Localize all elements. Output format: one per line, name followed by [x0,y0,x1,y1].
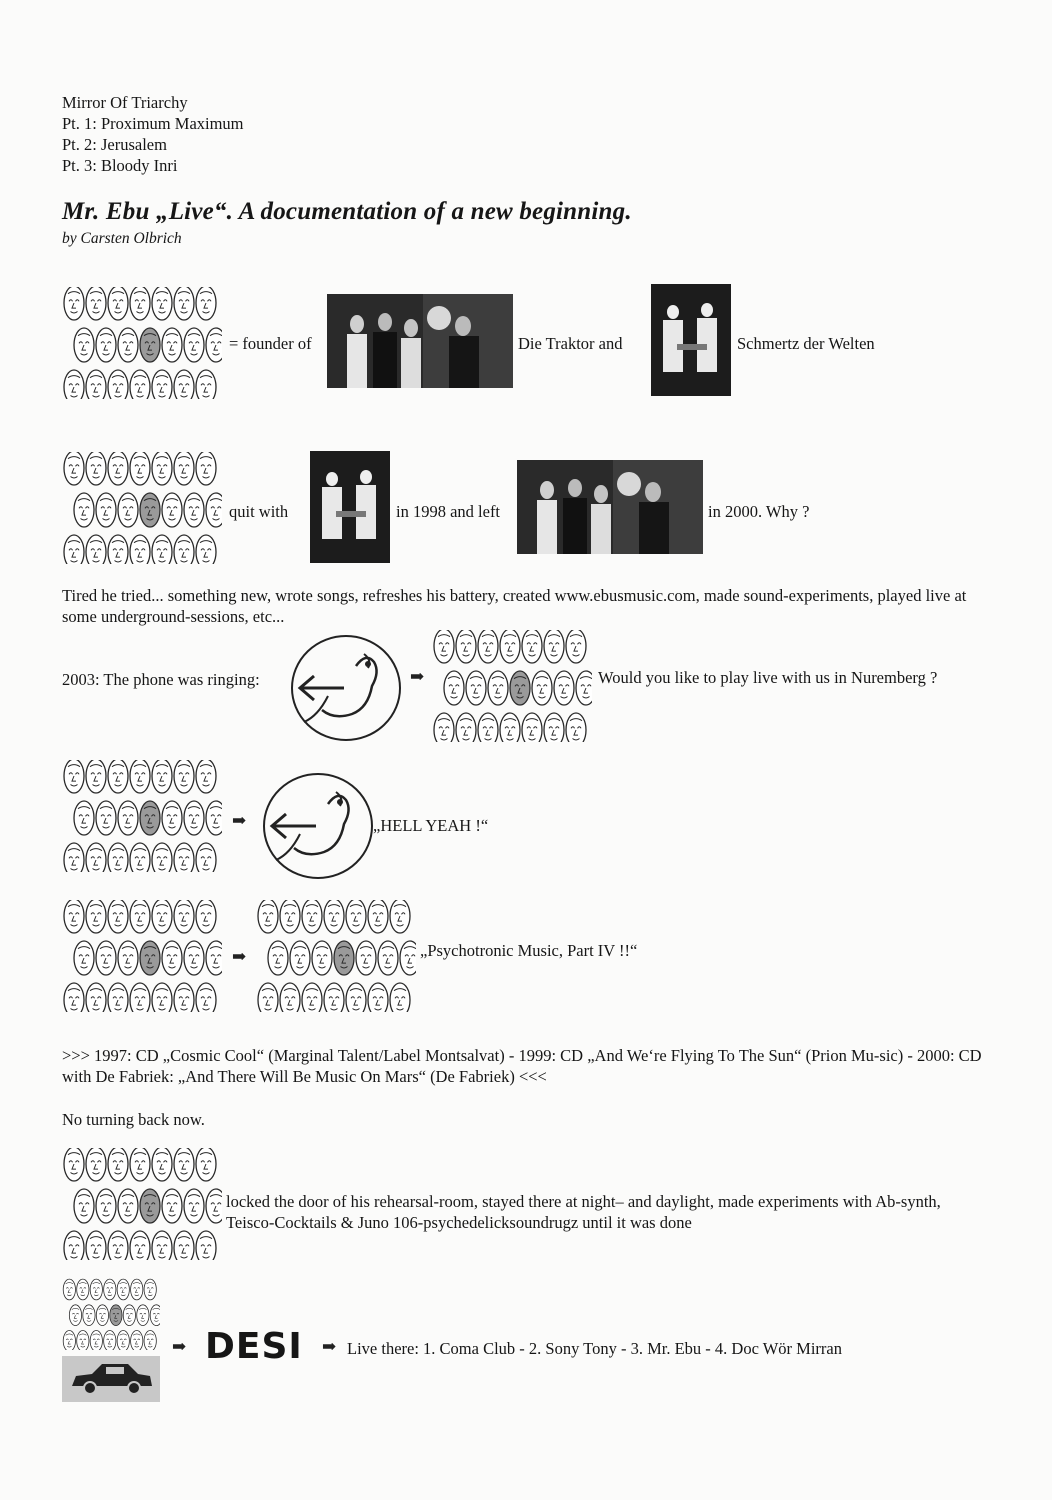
rehearsal-room-paragraph: locked the door of his rehearsal-room, stayed there at night– and daylight, made experiments with Ab-synth, Teisco-Cocktails & Juno 106-psychedelicksoundrugz until it was done [226,1192,941,1232]
band-photo-schmertz [651,284,731,396]
psychotronic-text: „Psychotronic Music, Part IV !!“ [420,941,638,960]
die-traktor-text: Die Traktor and [518,334,623,353]
no-turning-back-text: No turning back now. [62,1110,205,1129]
header-line-3: Pt. 2: Jerusalem [62,135,167,154]
article-byline: by Carsten Olbrich [62,230,182,247]
arrow-right-icon: ➡ [410,667,425,686]
arrow-right-icon: ➡ [172,1337,187,1356]
faces-crowd-icon-small [62,1278,160,1350]
car-icon [62,1356,160,1402]
schmertz-text: Schmertz der Welten [737,334,875,353]
faces-crowd-icon [62,760,222,872]
desi-logo: DESI [205,1326,303,1367]
faces-crowd-icon [432,630,592,742]
arrow-right-icon: ➡ [232,811,247,830]
quit-with-text: quit with [229,502,289,521]
hell-yeah-text: „HELL YEAH !“ [373,816,489,835]
header-line-1: Mirror Of Triarchy [62,93,188,112]
discography-paragraph: >>> 1997: CD „Cosmic Cool“ (Marginal Talent/Label Montsalvat) - 1999: CD „And We‘re Flying To The Sun“ (Prion Mu-sic) - 2000: CD with De Fabriek: „And There Will Be Music On Mars“ (De Fabriek) <<< [62,1046,982,1086]
in-2000-text: in 2000. Why ? [708,502,810,521]
phone-bird-icon [284,630,404,742]
faces-crowd-icon [256,900,416,1012]
band-photo-die-traktor-small [517,460,703,554]
faces-crowd-icon [62,452,222,564]
faces-crowd-icon [62,900,222,1012]
tired-paragraph: Tired he tried... something new, wrote songs, refreshes his battery, created www.ebusmusic.com, made sound-experiments, played live at some underground-sessions, etc... [62,586,967,626]
band-photo-schmertz-small [310,451,390,563]
arrow-right-icon: ➡ [232,947,247,966]
live-there-text: Live there: 1. Coma Club - 2. Sony Tony - 3. Mr. Ebu - 4. Doc Wör Mirran [347,1339,842,1358]
founder-of-text: = founder of [229,334,312,353]
faces-crowd-icon [62,287,222,399]
header-line-4: Pt. 3: Bloody Inri [62,156,178,175]
nuremberg-question-text: Would you like to play live with us in Nuremberg ? [598,668,938,687]
header-line-2: Pt. 1: Proximum Maximum [62,114,244,133]
article-title: Mr. Ebu „Live“. A documentation of a new beginning. [62,198,632,225]
faces-crowd-icon [62,1148,222,1260]
arrow-right-icon: ➡ [322,1337,337,1356]
phone-ringing-text: 2003: The phone was ringing: [62,670,260,689]
phone-bird-icon [256,768,376,880]
band-photo-die-traktor [327,294,513,388]
in-1998-text: in 1998 and left [396,502,501,521]
